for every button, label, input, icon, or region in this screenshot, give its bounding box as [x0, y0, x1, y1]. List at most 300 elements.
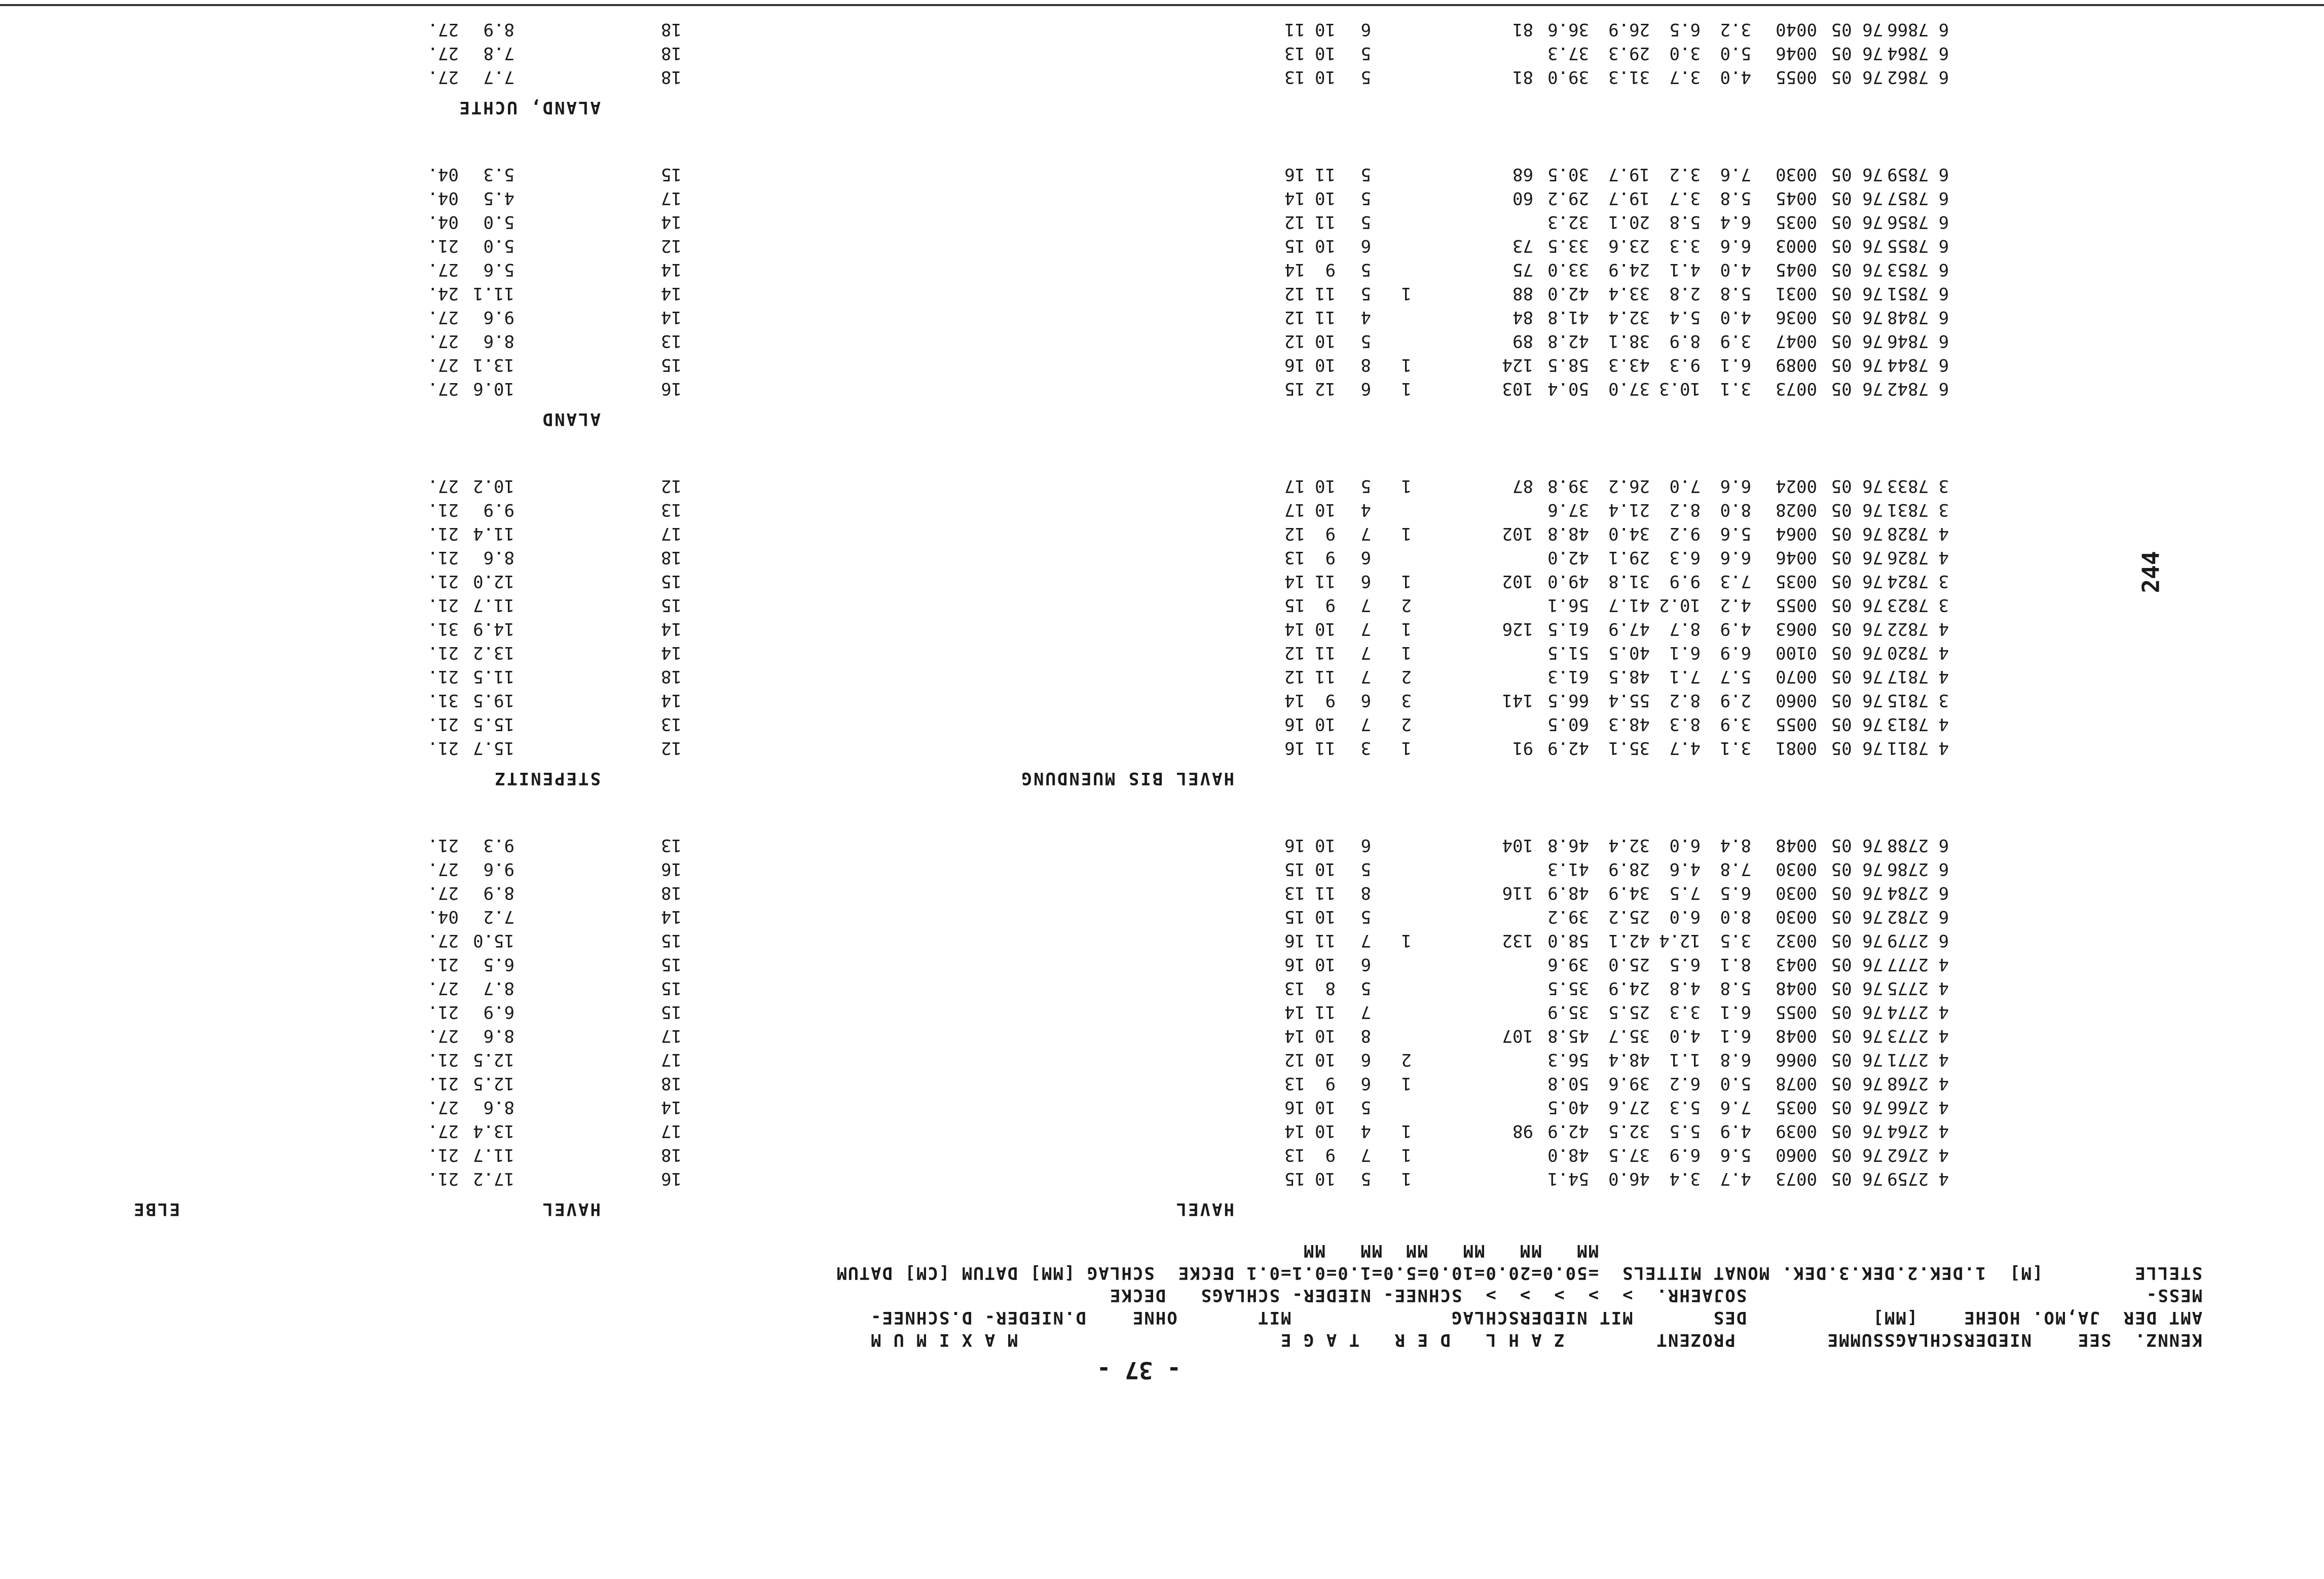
- cell-c1: 6: [1938, 164, 1949, 184]
- cell-z3: 10: [1315, 236, 1336, 256]
- cell-c4: 0073: [1776, 379, 1817, 399]
- cell-mon: 33.0: [1547, 259, 1589, 280]
- cell-date: 21.: [427, 1169, 459, 1189]
- cell-z3: 10: [1315, 835, 1336, 855]
- cell-z2: 5: [1360, 331, 1371, 351]
- cell-c1: 6: [1938, 331, 1949, 351]
- cell-z2: 6: [1360, 835, 1371, 855]
- table-row: [0, 833, 2324, 858]
- cell-z3: 9: [1325, 259, 1336, 280]
- cell-c4: 0035: [1776, 571, 1817, 591]
- cell-c4: 0046: [1776, 43, 1817, 63]
- cell-d1: 5.6: [1720, 523, 1751, 544]
- cell-z3: 10: [1315, 859, 1336, 879]
- cell-z3: 10: [1315, 67, 1336, 87]
- cell-c4: 0043: [1776, 954, 1817, 974]
- cell-date: 27.: [427, 930, 459, 951]
- table-row: [0, 162, 2324, 187]
- cell-mon: 50.8: [1547, 1073, 1589, 1094]
- cell-c1: 4: [1938, 619, 1949, 639]
- section-label-right: HAVEL: [541, 1199, 601, 1219]
- cell-z3: 10: [1315, 188, 1336, 208]
- cell-d3: 26.9: [1608, 19, 1650, 40]
- cell-date: 21.: [427, 1073, 459, 1094]
- cell-z4: 15: [1284, 595, 1305, 615]
- cell-d1: 5.8: [1720, 188, 1751, 208]
- cell-c1: 6: [1938, 236, 1949, 256]
- cell-c1: 6: [1938, 19, 1949, 40]
- cell-c3: 76 05: [1831, 523, 1883, 544]
- cell-c3: 76 05: [1831, 19, 1883, 40]
- table-row: [0, 305, 2324, 330]
- table-row: [0, 1071, 2324, 1096]
- cell-maxv: 18: [661, 1073, 682, 1094]
- cell-maxv: 15: [661, 930, 682, 951]
- cell-maxv: 14: [661, 643, 682, 663]
- cell-z3: 10: [1315, 619, 1336, 639]
- cell-maxd: 7.8: [483, 43, 514, 63]
- cell-d3: 40.5: [1608, 643, 1650, 663]
- cell-d3: 41.7: [1608, 595, 1650, 615]
- cell-c4: 0064: [1776, 523, 1817, 544]
- cell-c1: 4: [1938, 523, 1949, 544]
- cell-c1: 4: [1938, 1002, 1949, 1022]
- cell-mon: 36.6: [1547, 19, 1589, 40]
- page-number: - 37 -: [1096, 1357, 1181, 1384]
- cell-c2: 7824: [1887, 571, 1929, 591]
- cell-z2: 5: [1360, 859, 1371, 879]
- table-row: [0, 281, 2324, 306]
- cell-d3: 37.5: [1608, 1145, 1650, 1165]
- cell-z2: 6: [1360, 690, 1371, 710]
- cell-mon: 51.5: [1547, 643, 1589, 663]
- cell-d2: 4.7: [1669, 738, 1701, 758]
- cell-d3: 26.2: [1608, 476, 1650, 496]
- cell-c3: 76 05: [1831, 236, 1883, 256]
- cell-d2: 2.8: [1669, 283, 1701, 304]
- cell-date: 27.: [427, 1097, 459, 1117]
- cell-c1: 4: [1938, 1073, 1949, 1094]
- cell-z4: 12: [1284, 212, 1305, 232]
- cell-d1: 6.6: [1720, 236, 1751, 256]
- cell-pct: 102: [1502, 523, 1533, 544]
- cell-c2: 7848: [1887, 307, 1929, 327]
- cell-d2: 4.6: [1669, 859, 1701, 879]
- cell-z4: 16: [1284, 930, 1305, 951]
- cell-c4: 0055: [1776, 67, 1817, 87]
- cell-mon: 39.8: [1547, 476, 1589, 496]
- cell-mon: 30.5: [1547, 164, 1589, 184]
- cell-maxv: 17: [661, 1121, 682, 1141]
- cell-d1: 4.9: [1720, 619, 1751, 639]
- cell-maxd: 4.5: [483, 188, 514, 208]
- cell-z2: 7: [1360, 1002, 1371, 1022]
- cell-d1: 6.9: [1720, 643, 1751, 663]
- cell-z4: 16: [1284, 355, 1305, 375]
- cell-z4: 15: [1284, 236, 1305, 256]
- cell-maxd: 9.6: [483, 859, 514, 879]
- cell-z1: 1: [1401, 738, 1412, 758]
- cell-z2: 5: [1360, 164, 1371, 184]
- cell-maxv: 18: [661, 883, 682, 903]
- cell-maxv: 18: [661, 666, 682, 687]
- table-row: [0, 999, 2324, 1025]
- cell-pct: 132: [1502, 930, 1533, 951]
- cell-z2: 4: [1360, 1121, 1371, 1141]
- cell-maxv: 17: [661, 523, 682, 544]
- cell-d1: 8.0: [1720, 500, 1751, 520]
- cell-c1: 4: [1938, 1097, 1949, 1117]
- cell-z4: 15: [1284, 379, 1305, 399]
- cell-d1: 6.8: [1720, 1049, 1751, 1070]
- cell-maxd: 11.1: [473, 283, 514, 304]
- cell-maxd: 19.5: [473, 690, 514, 710]
- table-row: [0, 975, 2324, 1001]
- cell-z1: 1: [1401, 355, 1412, 375]
- cell-c3: 76 05: [1831, 476, 1883, 496]
- cell-c2: 2782: [1887, 907, 1929, 927]
- cell-mon: 32.3: [1547, 212, 1589, 232]
- cell-pct: 141: [1502, 690, 1533, 710]
- cell-d2: 7.5: [1669, 883, 1701, 903]
- cell-d3: 32.4: [1608, 307, 1650, 327]
- cell-maxd: 5.6: [483, 259, 514, 280]
- cell-d1: 4.0: [1720, 259, 1751, 280]
- cell-c3: 76 05: [1831, 379, 1883, 399]
- cell-maxv: 14: [661, 619, 682, 639]
- cell-d2: 6.1: [1669, 643, 1701, 663]
- cell-c3: 76 05: [1831, 547, 1883, 568]
- cell-c3: 76 05: [1831, 571, 1883, 591]
- cell-maxd: 5.0: [483, 236, 514, 256]
- cell-z1: 2: [1401, 714, 1412, 734]
- cell-maxd: 12.5: [473, 1049, 514, 1070]
- cell-c4: 0078: [1776, 1073, 1817, 1094]
- cell-c2: 7857: [1887, 188, 1929, 208]
- cell-z3: 11: [1315, 571, 1336, 591]
- cell-c1: 6: [1938, 907, 1949, 927]
- cell-date: 27.: [427, 978, 459, 998]
- cell-mon: 48.9: [1547, 883, 1589, 903]
- cell-d3: 34.0: [1608, 523, 1650, 544]
- cell-d1: 4.0: [1720, 67, 1751, 87]
- cell-d1: 3.5: [1720, 930, 1751, 951]
- cell-c2: 2786: [1887, 859, 1929, 879]
- cell-c1: 6: [1938, 835, 1949, 855]
- cell-pct: 102: [1502, 571, 1533, 591]
- table-row: [0, 497, 2324, 522]
- cell-maxv: 14: [661, 907, 682, 927]
- cell-c2: 7851: [1887, 283, 1929, 304]
- cell-maxd: 8.7: [483, 978, 514, 998]
- cell-date: 24.: [427, 283, 459, 304]
- cell-c1: 3: [1938, 690, 1949, 710]
- cell-d3: 39.6: [1608, 1073, 1650, 1094]
- cell-mon: 61.3: [1547, 666, 1589, 687]
- cell-z4: 16: [1284, 714, 1305, 734]
- cell-c2: 2771: [1887, 1049, 1929, 1070]
- cell-pct: 98: [1513, 1121, 1533, 1141]
- cell-maxv: 17: [661, 1049, 682, 1070]
- cell-c2: 7864: [1887, 43, 1929, 63]
- cell-d3: 25.5: [1608, 1002, 1650, 1022]
- cell-z3: 9: [1325, 1145, 1336, 1165]
- cell-date: 21.: [427, 523, 459, 544]
- cell-d1: 8.1: [1720, 954, 1751, 974]
- cell-maxd: 10.6: [473, 379, 514, 399]
- cell-c1: 6: [1938, 67, 1949, 87]
- cell-d3: 19.7: [1608, 188, 1650, 208]
- cell-maxv: 12: [661, 738, 682, 758]
- cell-maxd: 9.9: [483, 500, 514, 520]
- cell-c1: 6: [1938, 188, 1949, 208]
- table-row: [0, 185, 2324, 211]
- cell-maxd: 12.0: [473, 571, 514, 591]
- cell-d2: 6.2: [1669, 1073, 1701, 1094]
- cell-c4: 0030: [1776, 907, 1817, 927]
- cell-z1: 1: [1401, 1073, 1412, 1094]
- cell-d2: 5.5: [1669, 1121, 1701, 1141]
- cell-maxv: 15: [661, 954, 682, 974]
- table-row: [0, 688, 2324, 713]
- cell-c3: 76 05: [1831, 1002, 1883, 1022]
- cell-z4: 14: [1284, 1121, 1305, 1141]
- cell-maxd: 15.0: [473, 930, 514, 951]
- cell-d1: 7.3: [1720, 571, 1751, 591]
- cell-c3: 76 05: [1831, 355, 1883, 375]
- cell-c2: 7828: [1887, 523, 1929, 544]
- cell-c2: 2768: [1887, 1073, 1929, 1094]
- cell-date: 27.: [427, 859, 459, 879]
- cell-c1: 6: [1938, 859, 1949, 879]
- cell-maxv: 15: [661, 595, 682, 615]
- table-row: [0, 352, 2324, 378]
- cell-c3: 76 05: [1831, 835, 1883, 855]
- cell-z4: 11: [1284, 19, 1305, 40]
- cell-date: 04.: [427, 188, 459, 208]
- cell-d2: 1.1: [1669, 1049, 1701, 1070]
- cell-date: 27.: [427, 476, 459, 496]
- cell-d1: 6.6: [1720, 547, 1751, 568]
- cell-d1: 7.6: [1720, 1097, 1751, 1117]
- cell-maxd: 13.1: [473, 355, 514, 375]
- cell-maxv: 18: [661, 547, 682, 568]
- section-label-left: ELBE: [132, 1199, 180, 1219]
- cell-d3: 27.6: [1608, 1097, 1650, 1117]
- cell-c2: 2784: [1887, 883, 1929, 903]
- cell-d1: 7.6: [1720, 164, 1751, 184]
- cell-maxv: 18: [661, 1145, 682, 1165]
- header-line: MM MM MM MM MM MM: [1302, 1240, 2202, 1261]
- cell-maxd: 7.2: [483, 907, 514, 927]
- table-row: [0, 545, 2324, 570]
- section-label-right: ALAND: [541, 409, 601, 429]
- cell-d3: 20.1: [1608, 212, 1650, 232]
- cell-maxd: 17.2: [473, 1169, 514, 1189]
- cell-mon: 45.8: [1547, 1026, 1589, 1046]
- cell-c4: 0035: [1776, 1097, 1817, 1117]
- cell-d3: 21.4: [1608, 500, 1650, 520]
- cell-z2: 6: [1360, 954, 1371, 974]
- cell-pct: 87: [1513, 476, 1533, 496]
- cell-z2: 8: [1360, 1026, 1371, 1046]
- cell-c3: 76 05: [1831, 67, 1883, 87]
- cell-maxd: 11.4: [473, 523, 514, 544]
- cell-c1: 3: [1938, 476, 1949, 496]
- cell-c2: 2762: [1887, 1145, 1929, 1165]
- cell-mon: 50.4: [1547, 379, 1589, 399]
- cell-c3: 76 05: [1831, 1097, 1883, 1117]
- cell-d1: 6.1: [1720, 1002, 1751, 1022]
- cell-c1: 3: [1938, 500, 1949, 520]
- cell-z3: 9: [1325, 547, 1336, 568]
- cell-c3: 76 05: [1831, 595, 1883, 615]
- cell-z4: 14: [1284, 619, 1305, 639]
- cell-c1: 6: [1938, 43, 1949, 63]
- cell-z4: 13: [1284, 67, 1305, 87]
- cell-mon: 56.1: [1547, 595, 1589, 615]
- cell-maxd: 15.7: [473, 738, 514, 758]
- table-row: [0, 640, 2324, 665]
- cell-z3: 11: [1315, 1002, 1336, 1022]
- cell-maxv: 16: [661, 1169, 682, 1189]
- cell-d3: 25.0: [1608, 954, 1650, 974]
- cell-c1: 6: [1938, 883, 1949, 903]
- cell-maxv: 14: [661, 307, 682, 327]
- cell-z3: 9: [1325, 595, 1336, 615]
- cell-mon: 29.2: [1547, 188, 1589, 208]
- cell-date: 31.: [427, 619, 459, 639]
- cell-mon: 48.8: [1547, 523, 1589, 544]
- cell-c2: 2766: [1887, 1097, 1929, 1117]
- cell-d2: 5.3: [1669, 1097, 1701, 1117]
- cell-date: 21.: [427, 547, 459, 568]
- cell-d2: 8.7: [1669, 619, 1701, 639]
- cell-c1: 4: [1938, 954, 1949, 974]
- cell-d3: 24.9: [1608, 259, 1650, 280]
- cell-maxv: 14: [661, 690, 682, 710]
- cell-d2: 6.5: [1669, 19, 1701, 40]
- cell-pct: 107: [1502, 1026, 1533, 1046]
- cell-c3: 76 05: [1831, 954, 1883, 974]
- cell-c1: 6: [1938, 283, 1949, 304]
- cell-c3: 76 05: [1831, 738, 1883, 758]
- cell-c3: 76 05: [1831, 212, 1883, 232]
- cell-z3: 10: [1315, 43, 1336, 63]
- cell-d2: 8.9: [1669, 331, 1701, 351]
- cell-z2: 5: [1360, 283, 1371, 304]
- cell-c3: 76 05: [1831, 164, 1883, 184]
- cell-z2: 6: [1360, 379, 1371, 399]
- cell-c1: 3: [1938, 571, 1949, 591]
- cell-maxv: 16: [661, 859, 682, 879]
- cell-maxv: 12: [661, 236, 682, 256]
- cell-z2: 5: [1360, 43, 1371, 63]
- cell-d3: 29.3: [1608, 43, 1650, 63]
- cell-d3: 55.4: [1608, 690, 1650, 710]
- cell-d1: 8.4: [1720, 835, 1751, 855]
- cell-z4: 14: [1284, 188, 1305, 208]
- cell-c2: 2775: [1887, 978, 1929, 998]
- cell-d2: 7.1: [1669, 666, 1701, 687]
- cell-c2: 7811: [1887, 738, 1929, 758]
- cell-c1: 4: [1938, 643, 1949, 663]
- cell-mon: 33.5: [1547, 236, 1589, 256]
- cell-c4: 0030: [1776, 883, 1817, 903]
- cell-mon: 39.0: [1547, 67, 1589, 87]
- cell-pct: 60: [1513, 188, 1533, 208]
- cell-z2: 5: [1360, 67, 1371, 87]
- cell-d1: 4.0: [1720, 307, 1751, 327]
- header-line: STELLE [M] 1.DEK.2.DEK.3.DEK. MONAT MITTELS =50.0=20.0=10.0=5.0=1.0=0.1=0.1 DECKE SCHLAG [MM] DATUM [CM] DATUM: [835, 1263, 2202, 1283]
- cell-c4: 0060: [1776, 690, 1817, 710]
- table-row: [0, 1118, 2324, 1144]
- cell-z3: 10: [1315, 1169, 1336, 1189]
- cell-date: 27.: [427, 43, 459, 63]
- table-row: [0, 1023, 2324, 1048]
- cell-c1: 4: [1938, 666, 1949, 687]
- cell-z2: 5: [1360, 259, 1371, 280]
- cell-pct: 81: [1513, 19, 1533, 40]
- cell-c1: 6: [1938, 930, 1949, 951]
- cell-z3: 9: [1325, 1073, 1336, 1094]
- cell-z4: 14: [1284, 571, 1305, 591]
- cell-z1: 1: [1401, 283, 1412, 304]
- table-row: [0, 473, 2324, 499]
- table-row: [0, 1095, 2324, 1120]
- cell-c1: 4: [1938, 1169, 1949, 1189]
- cell-d3: 31.3: [1608, 67, 1650, 87]
- cell-z1: 3: [1401, 690, 1412, 710]
- cell-maxd: 5.0: [483, 212, 514, 232]
- cell-pct: 124: [1502, 355, 1533, 375]
- cell-c4: 0047: [1776, 331, 1817, 351]
- cell-maxd: 6.5: [483, 954, 514, 974]
- cell-c4: 0100: [1776, 643, 1817, 663]
- cell-c1: 4: [1938, 1026, 1949, 1046]
- cell-c3: 76 05: [1831, 1145, 1883, 1165]
- table-row: [0, 664, 2324, 689]
- cell-c4: 0060: [1776, 1145, 1817, 1165]
- section-label-right: ALAND, UCHTE: [458, 97, 601, 118]
- cell-d2: 3.3: [1669, 1002, 1701, 1022]
- cell-c3: 76 05: [1831, 1049, 1883, 1070]
- cell-z3: 11: [1315, 643, 1336, 663]
- cell-z2: 6: [1360, 547, 1371, 568]
- cell-c4: 0024: [1776, 476, 1817, 496]
- cell-z4: 14: [1284, 259, 1305, 280]
- cell-date: 04.: [427, 907, 459, 927]
- cell-pct: 104: [1502, 835, 1533, 855]
- cell-d1: 8.0: [1720, 907, 1751, 927]
- cell-c2: 2777: [1887, 954, 1929, 974]
- cell-c1: 4: [1938, 738, 1949, 758]
- cell-c1: 6: [1938, 212, 1949, 232]
- cell-d3: 28.9: [1608, 859, 1650, 879]
- cell-date: 27.: [427, 67, 459, 87]
- cell-c4: 0039: [1776, 1121, 1817, 1141]
- cell-z4: 13: [1284, 43, 1305, 63]
- cell-c3: 76 05: [1831, 307, 1883, 327]
- cell-z3: 11: [1315, 164, 1336, 184]
- cell-d3: 32.4: [1608, 835, 1650, 855]
- cell-pct: 84: [1513, 307, 1533, 327]
- cell-d1: 4.2: [1720, 595, 1751, 615]
- cell-date: 27.: [427, 1026, 459, 1046]
- cell-date: 21.: [427, 1002, 459, 1022]
- cell-z2: 7: [1360, 595, 1371, 615]
- cell-z1: 1: [1401, 571, 1412, 591]
